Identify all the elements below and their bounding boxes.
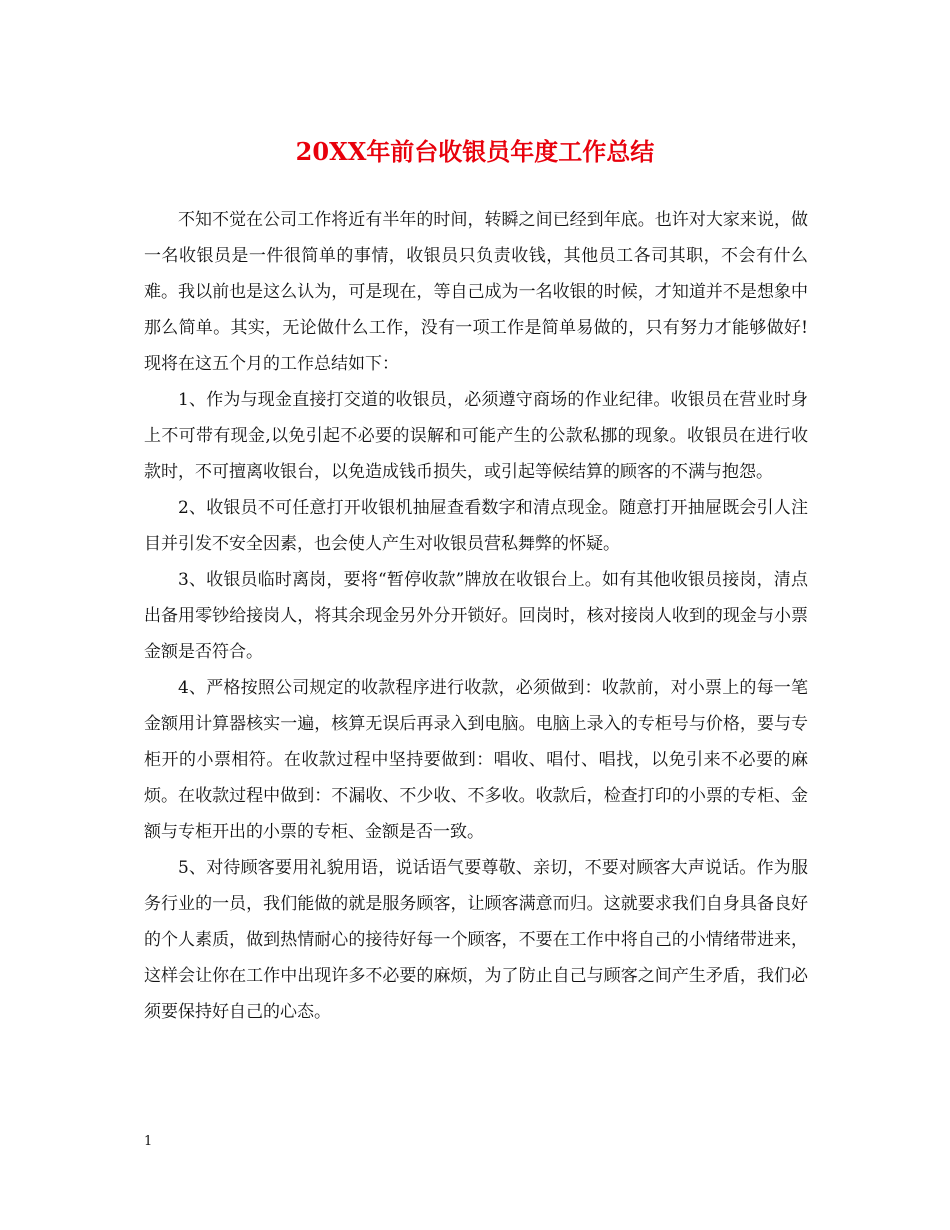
paragraph-item-4: 4、严格按照公司规定的收款程序进行收款，必须做到：收款前，对小票上的每一笔金额用计算器核实一遍，核算无误后再录入到电脑。电脑上录入的专柜号与价格，要与专柜开的小票相符。在收款过程中坚持要做到：唱收、唱付、唱找，以免引来不必要的麻烦。在收款过程中做到：不漏收、不少收、不多收。收款后，检查打印的小票的专柜、金额与专柜开出的小票的专柜、金额是否一致。 xyxy=(144,678,808,842)
document-body xyxy=(144,202,808,1030)
paragraph-item-1: 1、作为与现金直接打交道的收银员，必须遵守商场的作业纪律。收银员在营业时身上不可带有现金,以免引起不必要的误解和可能产生的公款私挪的现象。收银员在进行收款时，不可擅离收银台，以免造成钱币损失，或引起等候结算的顾客的不满与抱怨。 xyxy=(144,390,808,482)
paragraph-item-5: 5、对待顾客要用礼貌用语，说话语气要尊敬、亲切，不要对顾客大声说话。作为服务行业的一员，我们能做的就是服务顾客，让顾客满意而归。这就要求我们自身具备良好的个人素质，做到热情耐心的接待好每一个顾客，不要在工作中将自己的小情绪带进来，这样会让你在工作中出现许多不必要的麻烦，为了防止自己与顾客之间产生矛盾，我们必须要保持好自己的心态。 xyxy=(144,858,808,1022)
paragraph-item-3: 3、收银员临时离岗，要将“暂停收款”牌放在收银台上。如有其他收银员接岗，清点出备用零钞给接岗人，将其余现金另外分开锁好。回岗时，核对接岗人收到的现金与小票金额是否符合。 xyxy=(144,570,808,662)
paragraph-intro: 不知不觉在公司工作将近有半年的时间，转瞬之间已经到年底。也许对大家来说，做一名收银员是一件很简单的事情，收银员只负责收钱，其他员工各司其职，不会有什么难。我以前也是这么认为，可是现在，等自己成为一名收银的时候，才知道并不是想象中那么简单。其实，无论做什么工作，没有一项工作是简单易做的，只有努力才能够做好!现将在这五个月的工作总结如下： xyxy=(144,210,808,374)
document-title: 20XX年前台收银员年度工作总结 xyxy=(295,137,655,166)
paragraph-item-2: 2、收银员不可任意打开收银机抽屉查看数字和清点现金。随意打开抽屉既会引人注目并引发不安全因素，也会使人产生对收银员营私舞弊的怀疑。 xyxy=(144,498,808,554)
page-number: 1 xyxy=(144,1134,153,1149)
